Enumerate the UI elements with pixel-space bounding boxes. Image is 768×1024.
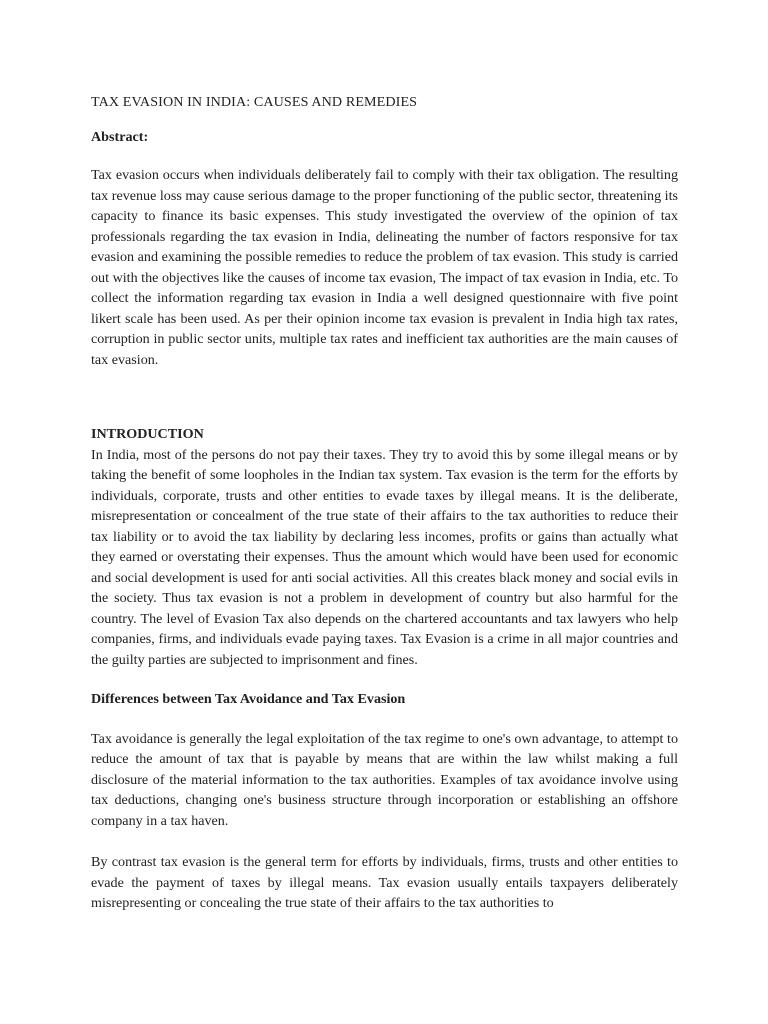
introduction-paragraph: In India, most of the persons do not pay their taxes. They try to avoid this by some illegal means or by taking the benefit of some loopholes in the Indian tax system. Tax evasion is the term for the efforts by individuals, corporate, trusts and other entities to evade taxes by illegal means. It is the deliberate, misrepresentation or concealment of the true state of their affairs to the tax authorities to reduce their tax liability or to avoid the tax liability by declaring less incomes, profits or gains than actually what they earned or overstating their expenses. Thus the amount which would have been used for economic and social development is used for anti social activities. All this creates black money and social evils in the society. Thus tax evasion is not a problem in development of country but also harmful for the country. The level of Evasion Tax also depends on the chartered accountants and tax lawyers who help companies, firms, and individuals evade paying taxes. Tax Evasion is a crime in all major countries and the guilty parties are subjected to imprisonment and fines. — [91, 446, 678, 668]
differences-heading: Differences between Tax Avoidance and Tax Evasion — [91, 691, 406, 707]
tax-evasion-paragraph: By contrast tax evasion is the general term for efforts by individuals, firms, trusts and other entities to evade the payment of taxes by illegal means. Tax evasion usually entails taxpayers deliberately misrepresenting or concealing the true state of their affairs to the tax authorities to — [91, 854, 678, 911]
abstract-paragraph: Tax evasion occurs when individuals deliberately fail to comply with their tax obligation. The resulting tax revenue loss may cause serious damage to the proper functioning of the public sector, threatening its capacity to finance its basic expenses. This study investigated the overview of the opinion of tax professionals regarding the tax evasion in India, delineating the number of factors responsive for tax evasion and examining the possible remedies to reduce the problem of tax evasion. This study is carried out with the objectives like the causes of income tax evasion, The impact of tax evasion in India, etc. To collect the information regarding tax evasion in India a well designed questionnaire with five point likert scale has been used. As per their opinion income tax evasion is prevalent in India high tax rates, corruption in public sector units, multiple tax rates and inefficient tax authorities are the main causes of tax evasion. — [91, 167, 678, 368]
tax-avoidance-paragraph: Tax avoidance is generally the legal exploitation of the tax regime to one's own advantage, to attempt to reduce the amount of tax that is payable by means that are within the law whilst making a full disclosure of the material information to the tax authorities. Examples of tax avoidance involve using tax deductions, changing one's business structure through incorporation or establishing an offshore company in a tax haven. — [91, 730, 678, 829]
document-page — [91, 92, 678, 914]
introduction-heading: INTRODUCTION — [91, 426, 204, 442]
abstract-heading: Abstract: — [91, 128, 149, 145]
document-title: TAX EVASION IN INDIA: CAUSES AND REMEDIES — [91, 94, 418, 110]
